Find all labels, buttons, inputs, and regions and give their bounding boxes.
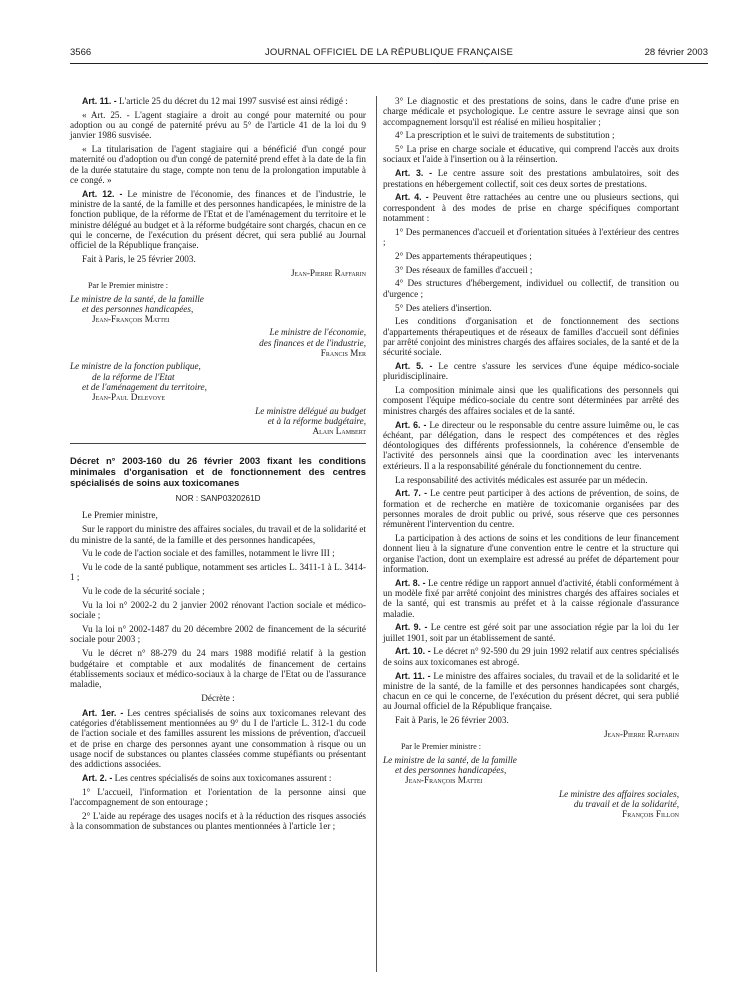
journal-title: JOURNAL OFFICIEL DE LA RÉPUBLIQUE FRANÇAISE xyxy=(264,47,514,58)
issue-date: 28 février 2003 xyxy=(644,47,708,58)
article-4-item-4: 4° Des structures d'hébergement, individuel ou collectif, de transition ou d'urgence ; xyxy=(383,278,679,299)
article-7: Art. 7. - Le centre peut participer à des actions de prévention, de soins, de formation et de recherche en matière de toxicomanie organisées par des personnes morales de droit public ou privé, sous réserve que ces personnes rémunèrent l'intervention du centre. xyxy=(383,488,679,530)
article-2-item-2: 2° L'aide au repérage des usages nocifs et à la réduction des risques associés à la consommation de substances ou plantes mentionnées à l'article 1er ; xyxy=(70,810,366,832)
left-column xyxy=(70,96,366,835)
article-3: Art. 3. - Le centre assure soit des prestations ambulatoires, soit des prestations en hébergement collectif, soit ces deux sortes de prestations. xyxy=(383,168,679,189)
article-8: Art. 8. - Le centre rédige un rapport annuel d'activité, établi conformément à un modèle fixé par arrêté conjoint des ministres chargés des affaires sociales et de la santé, qui est transmis au préfet et à la caisse régionale d'assurance maladie. xyxy=(383,577,679,619)
article-11-quote-1: « Art. 25. - L'agent stagiaire a droit au congé pour maternité ou pour adoption ou au congé de paternité prévu au 5° de l'article 41 de la loi du 9 janvier 1986 susvisée. xyxy=(70,109,366,141)
article-4-after: Les conditions d'organisation et de fonctionnement des sections d'appartements thérapeutiques et de réseaux de familles d'accueil sont définies par arrêté conjoint des ministres chargés des affaires sociales, de la santé et de la sécurité sociale. xyxy=(383,316,679,358)
vu-7: Vu le décret n° 88-279 du 24 mars 1988 modifié relatif à la gestion budgétaire et comptable et aux modalités de financement de certains établissements sociaux et médico-sociaux à la charge de l'Etat ou de l'assurance maladie, xyxy=(70,648,366,690)
fait-a-paris-2: Fait à Paris, le 26 février 2003. xyxy=(395,715,509,726)
ministry-eco-line-2: des finances et de l'industrie, xyxy=(259,337,366,348)
article-2-item-5: 5° La prise en charge sociale et éducative, qui comprend l'accès aux droits sociaux et l'aide à l'insertion ou à la réinsertion. xyxy=(383,144,679,165)
ministry-affaires-line-2: du travail et de la solidarité, xyxy=(573,798,679,809)
article-5-p2: La composition minimale ainsi que les qualifications des personnels qui composent l'équipe médico-sociale du centre sont déterminées par arrêté des ministres chargés des affaires sociales et de la santé. xyxy=(383,385,679,416)
article-7-p2: La participation à des actions de soins et les conditions de leur financement donnent lieu à la signature d'une convention entre le centre et la structure qui organise l'action, dont un exemplaire est adressé au préfet de département pour information. xyxy=(383,532,679,574)
article-2: Art. 2. - Les centres spécialisés de soins aux toxicomanes assurent : xyxy=(82,773,332,784)
article-10: Art. 10. - Le décret n° 92-590 du 29 juin 1992 relatif aux centres spécialisés de soins aux toxicomanes est abrogé. xyxy=(383,646,679,667)
article-6-p2: La responsabilité des activités médicales est assurée par un médecin. xyxy=(395,474,648,485)
article-11-intro: Art. 11. - L'article 25 du décret du 12 mai 1997 susvisé est ainsi rédigé : xyxy=(82,96,348,106)
page-number: 3566 xyxy=(70,47,92,58)
fait-a-paris-1: Fait à Paris, le 25 février 2003. xyxy=(82,254,196,265)
article-1: Art. 1er. - Les centres spécialisés de soins aux toxicomanes relevant des catégories d'établissement mentionnées au 9° du I de l'article L. 312-1 du code de l'action sociale et des familles assurent les missions de prévention, d'accueil et de prise en charge des personnes ayant une consommation à risque ou un usage nocif de substances ou plantes classées comme stupéfiants ou présentant des addictions associées. xyxy=(70,707,366,770)
ministry-eco-line-1: Le ministre de l'économie, xyxy=(269,327,366,338)
pm-label: Par le Premier ministre : xyxy=(88,281,169,291)
decret-title: Décret n° 2003-160 du 26 février 2003 fixant les conditions minimales d'organisation et de fonctionnement des centres spécialisés de soins aux toxicomanes xyxy=(70,455,366,488)
article-5: Art. 5. - Le centre s'assure les services d'une équipe médico-sociale pluridisciplinaire. xyxy=(383,361,679,382)
signature-mattei: Jean-François Mattei xyxy=(92,314,170,325)
article-2-item-4: 4° La prescription et le suivi de traitements de substitution ; xyxy=(395,130,615,141)
pm-signature-2: Jean-Pierre Raffarin xyxy=(603,729,679,740)
ministry-fp-line-2: de la réforme de l'Etat xyxy=(92,371,175,382)
signature-mer: Francis Mer xyxy=(320,348,366,359)
ministry-affaires-line-1: Le ministre des affaires sociales, xyxy=(558,788,679,799)
column-divider xyxy=(376,96,377,972)
section-separator xyxy=(70,443,366,444)
article-2-item-1: 1° L'accueil, l'information et l'orientation de la personne ainsi que l'accompagnement de son entourage ; xyxy=(70,786,366,808)
ministry-sante-line-2: et des personnes handicapées, xyxy=(82,303,194,314)
article-4-item-5: 5° Des ateliers d'insertion. xyxy=(395,302,492,313)
vu-1: Sur le rapport du ministre des affaires sociales, du travail et de la solidarité et du ministre de la santé, de la famille et des personnes handicapées, xyxy=(70,524,366,545)
article-11-final: Art. 11. - Le ministre des affaires sociales, du travail et de la solidarité et le ministre de la santé, de la famille et des personnes handicapées sont chargés, chacun en ce qui le concerne, de l'exécution du présent décret, qui sera publié au Journal officiel de la République française. xyxy=(383,670,679,712)
pm-label-2: Par le Premier ministre : xyxy=(401,742,482,752)
signature-lambert: Alain Lambert xyxy=(312,426,366,437)
signature-delevoye: Jean-Paul Delevoye xyxy=(92,392,165,403)
vu-6: Vu la loi n° 2002-1487 du 20 décembre 2002 de financement de la sécurité sociale pour 2003 ; xyxy=(70,624,366,645)
ministry-budget-line-1: Le ministre délégué au budget xyxy=(255,405,366,416)
article-2-item-3: 3° Le diagnostic et des prestations de soins, dans le cadre d'une prise en charge médicale et psychologique. Le centre assure le sevrage ainsi que son accompagnement lorsqu'il est réalisé en milieu hospitalier ; xyxy=(383,96,679,127)
decrete: Décrète : xyxy=(201,693,235,704)
article-11-quote-2: « La titularisation de l'agent stagiaire qui a bénéficié d'un congé pour maternité ou d'adoption ou d'un congé de paternité prend effet à la date de la fin de la durée statutaire du stage, compte non tenu de la prolongation imputable à ce congé. » xyxy=(70,144,366,186)
ministry-fp-line-3: et de l'aménagement du territoire, xyxy=(82,381,207,392)
vu-3: Vu le code de la santé publique, notamment ses articles L. 3411-1 à L. 3414-1 ; xyxy=(70,562,366,583)
ministry-fp-line-1: Le ministre de la fonction publique, xyxy=(70,361,201,372)
vu-5: Vu la loi n° 2002-2 du 2 janvier 2002 rénovant l'action sociale et médico-sociale ; xyxy=(70,600,366,621)
ministry-budget-line-2: et à la réforme budgétaire, xyxy=(267,415,366,426)
right-column xyxy=(383,96,679,822)
article-6: Art. 6. - Le directeur ou le responsable du centre assure luimême ou, le cas échéant, par délégation, dans le respect des compétences et des règles déontologiques des différents professionnels, la cohérence d'ensemble de l'activité des personnels ainsi que la coordination avec les intervenants extérieurs. Il a la responsabilité générale du fonctionnement du centre. xyxy=(383,419,679,471)
article-4-item-3: 3° Des réseaux de familles d'accueil ; xyxy=(395,264,533,275)
vu-4: Vu le code de la sécurité sociale ; xyxy=(82,586,205,597)
pm-intro: Le Premier ministre, xyxy=(82,510,158,521)
article-12: Art. 12. - Le ministre de l'économie, des finances et de l'industrie, le ministre de la santé, de la famille et des personnes handicapées, le ministre de la fonction publique, de la réforme de l'Etat et de l'aménagement du territoire et le ministre délégué au budget et à la réforme budgétaire sont chargés, chacun en ce qui le concerne, de l'exécution du présent décret, qui sera publié au Journal officiel de la République française. xyxy=(70,188,366,251)
vu-2: Vu le code de l'action sociale et des familles, notamment le livre III ; xyxy=(82,548,335,559)
pm-signature: Jean-Pierre Raffarin xyxy=(290,267,366,278)
header-rule xyxy=(70,63,708,64)
article-4: Art. 4. - Peuvent être rattachées au centre une ou plusieurs sections, qui correspondent à des modes de prise en charge spécifiques comportant notamment : xyxy=(383,192,679,223)
article-4-item-1: 1° Des permanences d'accueil et d'orientation situées à l'extérieur des centres ; xyxy=(383,226,679,248)
ministry-sante-line-1: Le ministre de la santé, de la famille xyxy=(70,293,204,304)
ministry-sante-2-line-1: Le ministre de la santé, de la famille xyxy=(383,754,517,765)
ministry-sante-2-line-2: et des personnes handicapées, xyxy=(395,764,507,775)
article-4-item-2: 2° Des appartements thérapeutiques ; xyxy=(395,250,532,261)
signature-fillon: François Fillon xyxy=(622,809,679,820)
page-header xyxy=(70,47,708,61)
signature-mattei-2: Jean-François Mattei xyxy=(405,775,483,786)
article-9: Art. 9. - Le centre est géré soit par une association régie par la loi du 1er juillet 1901, soit par un établissement de santé. xyxy=(383,622,679,643)
nor-reference: NOR : SANP0320261D xyxy=(175,494,261,504)
